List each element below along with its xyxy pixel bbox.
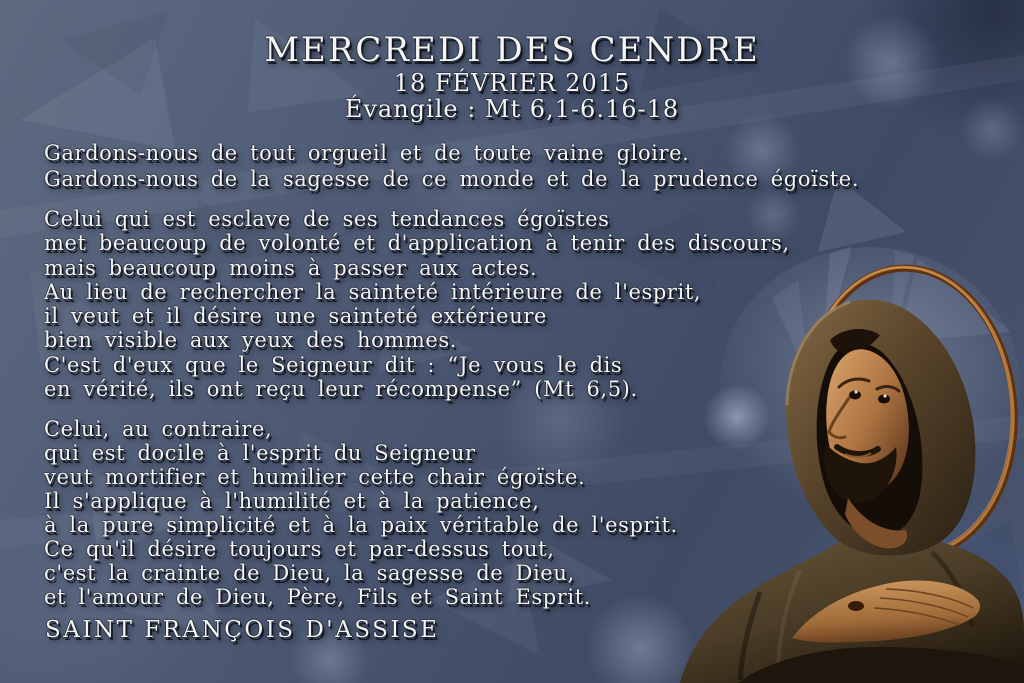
text-line: veut mortifier et humilier cette chair égoïste.: [44, 465, 586, 489]
text-line: Il s'applique à l'humilité et à la patience,: [44, 489, 540, 513]
text-line: Celui, au contraire,: [44, 417, 273, 441]
text-line: qui est docile à l'esprit du Seigneur: [44, 441, 476, 465]
date-line: 18 FÉVRIER 2015: [393, 69, 631, 97]
text-line: Au lieu de rechercher la sainteté intérieure de l'esprit,: [44, 279, 702, 304]
text-line: Gardons-nous de la sagesse de ce monde et de la prudence égoïste.: [44, 166, 860, 191]
page-title: MERCREDI DES CENDRE: [264, 30, 760, 70]
text-line: met beaucoup de volonté et d'application à tenir des discours,: [44, 231, 790, 256]
text-line: c'est la crainte de Dieu, la sagesse de Dieu,: [44, 561, 575, 585]
quote-paragraph-1: [44, 141, 859, 192]
text-line: Ce qu'il désire toujours et par-dessus tout,: [44, 537, 555, 561]
gospel-reference: Évangile : Mt 6,1-6.16-18: [344, 95, 680, 123]
text-line: en vérité, ils ont reçu leur récompense” (Mt 6,5).: [44, 377, 638, 402]
text-line: Gardons-nous de tout orgueil et de toute vaine gloire.: [44, 141, 690, 165]
attribution: SAINT FRANÇOIS D'ASSISE: [45, 617, 440, 643]
quote-paragraph-3: [44, 417, 678, 609]
quote-paragraph-2: [44, 207, 790, 401]
text-line: Celui qui est esclave de ses tendances égoïstes: [44, 207, 610, 231]
text-line: mais beaucoup moins à passer aux actes.: [44, 255, 538, 280]
text-line: et l'amour de Dieu, Père, Fils et Saint Esprit.: [44, 585, 592, 609]
text-line: il veut et il désire une sainteté extérieure: [44, 304, 548, 329]
text-line: à la pure simplicité et à la paix véritable de l'esprit.: [44, 513, 678, 537]
text-line: C'est d'eux que le Seigneur dit : “Je vous le dis: [44, 352, 623, 377]
text-line: bien visible aux yeux des hommes.: [44, 328, 458, 353]
header: [0, 30, 1024, 123]
